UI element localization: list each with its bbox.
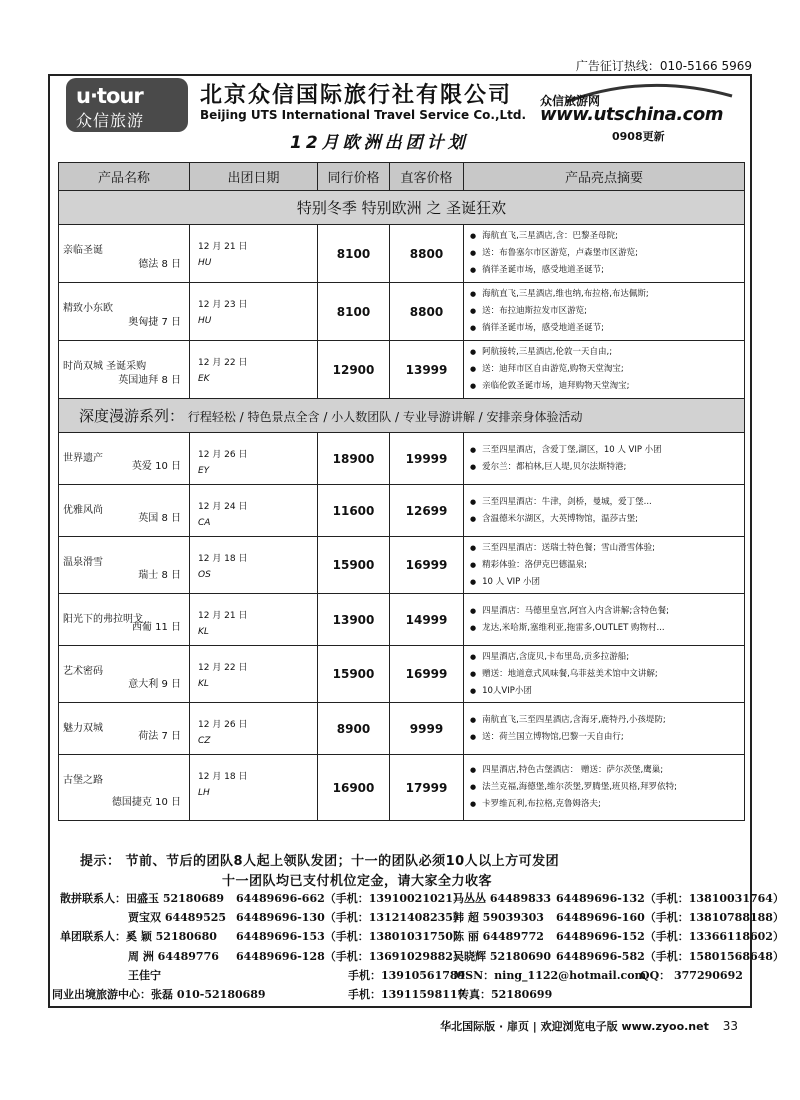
peer-price: 12900 [318, 341, 390, 399]
highlights-cell [464, 485, 745, 537]
highlights-cell [464, 703, 745, 755]
direct-price: 16999 [390, 537, 464, 594]
site-name-cn: 众信旅游网 [540, 94, 601, 108]
contact-ext: 64489696-582（手机：15801568648） [556, 949, 784, 963]
highlight-item: ● 法兰克福,海德堡,维尔茨堡,罗腾堡,班贝格,拜罗依特; [470, 779, 744, 796]
product-duration: 奥匈捷 7 日 [128, 317, 181, 328]
tour-row [59, 283, 745, 341]
highlight-item: ● 送：布拉迪斯拉发市区游览; [470, 303, 744, 320]
product-duration: 英国 8 日 [138, 513, 181, 524]
section-title: 特别冬季 特别欧洲 之 圣诞狂欢 [59, 191, 745, 225]
product-cell [59, 537, 190, 594]
peer-price: 15900 [318, 537, 390, 594]
highlights-cell [464, 283, 745, 341]
product-name: 时尚双城 圣诞采购 [63, 361, 147, 372]
departure-cell [190, 537, 318, 594]
tour-row [59, 433, 745, 485]
product-cell [59, 646, 190, 703]
product-cell [59, 341, 190, 399]
product-duration: 荷法 7 日 [138, 731, 181, 742]
product-duration: 德国捷克 10 日 [111, 797, 181, 808]
departure-cell [190, 594, 318, 646]
highlights-cell [464, 537, 745, 594]
highlight-item: ● 海航直飞,三星酒店,含：巴黎圣母院; [470, 228, 744, 245]
highlight-item: ● 送：布鲁塞尔市区游览，卢森堡市区游览; [470, 245, 744, 262]
departure-date: 12 月 22 日 [198, 663, 248, 673]
contact-name: 散拼联系人：田盛玉 52180689 [60, 892, 225, 905]
contact-ext: 64489696-132（手机：13810031764） [556, 892, 784, 905]
tour-row [59, 703, 745, 755]
direct-price: 17999 [390, 755, 464, 821]
peer-price: 15900 [318, 646, 390, 703]
product-cell [59, 755, 190, 821]
section-christmas [59, 191, 745, 225]
contact-mobile: 手机：13910561789 [348, 968, 466, 982]
product-cell [59, 283, 190, 341]
contact-ext: 64489696-153（手机：13801031750） [236, 930, 464, 944]
direct-price: 14999 [390, 594, 464, 646]
page-footer [440, 1018, 738, 1034]
company-name-cn: 北京众信国际旅行社有限公司 [200, 83, 513, 108]
airline-code: KL [198, 679, 209, 689]
direct-price: 16999 [390, 646, 464, 703]
plan-title: 12月欧洲出团计划 [290, 133, 469, 153]
direct-price: 8800 [390, 283, 464, 341]
product-duration: 意大利 9 日 [128, 679, 181, 690]
highlight-item: ● 龙达,米哈斯,塞维利亚,拖雷多,OUTLET 购物村... [470, 620, 744, 637]
highlights-cell [464, 433, 745, 485]
product-name: 世界遗产 [63, 453, 103, 464]
product-name: 魅力双城 [63, 723, 103, 734]
departure-cell [190, 755, 318, 821]
tour-row [59, 485, 745, 537]
airline-code: CA [198, 518, 211, 528]
contact-mobile: 手机：13911598117 [348, 987, 466, 1001]
departure-cell [190, 646, 318, 703]
highlight-item: ● 10人VIP小团 [470, 683, 744, 700]
company-name-en: Beijing UTS International Travel Service Co.,Ltd. [200, 108, 527, 122]
highlight-item: ● 阿航接转,三星酒店,伦敦一天自由,; [470, 344, 744, 361]
footer-text: 华北国际版 · 扉页 | 欢迎浏览电子版 www.zyoo.net [440, 1020, 709, 1033]
airline-code: HU [198, 316, 212, 326]
highlight-item: ● 南航直飞,三至四星酒店,含海牙,鹿特丹,小孩堤防; [470, 712, 744, 729]
departure-date: 12 月 18 日 [198, 554, 248, 564]
section-title [59, 399, 745, 433]
product-name: 阳光下的弗拉明戈 [63, 614, 143, 625]
contact-ext: 64489696-128（手机：13691029882） [236, 949, 464, 963]
highlight-item: ● 爱尔兰：都柏林,巨人堤,贝尔法斯特港; [470, 459, 744, 476]
page-number: 33 [722, 1019, 738, 1033]
departure-date: 12 月 22 日 [198, 358, 248, 368]
departure-date: 12 月 26 日 [198, 450, 248, 460]
contact-ext: 64489696-130（手机：13121408235） [236, 911, 464, 925]
highlight-item: ● 精彩体验：洛伊克巴德温泉; [470, 557, 744, 574]
airline-code: CZ [198, 736, 211, 746]
contact-name: 贾宝双 64489525 [128, 911, 227, 925]
highlight-item: ● 徜徉圣诞市场，感受地道圣诞节; [470, 320, 744, 337]
departure-cell [190, 283, 318, 341]
product-name: 古堡之路 [63, 775, 103, 786]
departure-date: 12 月 18 日 [198, 772, 248, 782]
peer-price: 16900 [318, 755, 390, 821]
direct-price: 12699 [390, 485, 464, 537]
airline-code: EK [198, 374, 210, 384]
section-deep-tour [59, 399, 745, 433]
peer-price: 8100 [318, 225, 390, 283]
product-cell [59, 485, 190, 537]
tour-row [59, 341, 745, 399]
product-duration: 西葡 11 日 [131, 622, 181, 633]
contact-ext: 64489696-152（手机：13366118602） [556, 930, 784, 944]
highlight-item: ● 亲临伦敦圣诞市场，迪拜购物天堂淘宝; [470, 378, 744, 395]
product-cell [59, 594, 190, 646]
contact-name: 周 洲 64489776 [128, 949, 219, 963]
contact-name: 韩 超 59039303 [453, 911, 544, 925]
contact-ext: 64489696-662（手机：13910021021） [236, 892, 464, 905]
contact-qq: QQ： 377290692 [640, 968, 743, 982]
contact-ext: 64489696-160（手机：13810788188） [556, 911, 784, 925]
highlights-cell [464, 341, 745, 399]
highlight-item: ● 送：荷兰国立博物馆,巴黎一天自由行; [470, 729, 744, 746]
logo-brand-en: u·tour [76, 84, 143, 108]
contact-fax: 传真：52180699 [458, 987, 553, 1001]
highlight-item: ● 10 人 VIP 小团 [470, 574, 744, 591]
highlight-item: ● 赠送：地道意式风味餐,乌菲兹美术馆中文讲解; [470, 666, 744, 683]
tour-row [59, 646, 745, 703]
contact-name: 同业出境旅游中心：张磊 010-52180689 [52, 987, 266, 1001]
tour-table [58, 162, 745, 821]
departure-date: 12 月 24 日 [198, 502, 248, 512]
tour-row [59, 537, 745, 594]
product-duration: 英国迪拜 8 日 [118, 375, 181, 386]
product-name: 精致小东欧 [63, 303, 113, 314]
product-cell [59, 225, 190, 283]
highlights-cell [464, 646, 745, 703]
product-name: 艺术密码 [63, 666, 103, 677]
update-note: 0908更新 [612, 130, 665, 143]
highlights-cell [464, 225, 745, 283]
tour-row [59, 755, 745, 821]
airline-code: HU [198, 258, 212, 268]
peer-price: 13900 [318, 594, 390, 646]
departure-cell [190, 703, 318, 755]
airline-code: LH [198, 788, 210, 798]
header-highlights: 产品亮点摘要 [464, 163, 745, 191]
product-cell [59, 703, 190, 755]
product-cell [59, 433, 190, 485]
departure-date: 12 月 23 日 [198, 300, 248, 310]
peer-price: 11600 [318, 485, 390, 537]
highlight-item: ● 四星酒店：马德里皇宫,阿宫入内含讲解;含特色餐; [470, 603, 744, 620]
product-duration: 瑞士 8 日 [138, 570, 181, 581]
departure-date: 12 月 26 日 [198, 720, 248, 730]
section-title-tags: 行程轻松 / 特色景点全含 / 小人数团队 / 专业导游讲解 / 安排亲身体验活动 [187, 410, 583, 424]
tip-line-1: 提示： 节前、节后的团队8人起上领队发团；十一的团队必须10人以上方可发团 [80, 854, 560, 869]
peer-price: 8100 [318, 283, 390, 341]
site-url[interactable]: www.utschina.com [540, 104, 723, 125]
ad-hotline: 广告征订热线：010-5166 5969 [575, 59, 752, 73]
contact-name: 马丛丛 64489833 [453, 892, 552, 905]
direct-price: 8800 [390, 225, 464, 283]
product-duration: 德法 8 日 [138, 259, 181, 270]
highlights-cell [464, 594, 745, 646]
contact-name: 陈 丽 64489772 [453, 930, 544, 944]
header-product: 产品名称 [59, 163, 190, 191]
product-name: 温泉滑雪 [63, 557, 103, 568]
airline-code: EY [198, 466, 210, 476]
highlight-item: ● 四星酒店,含庞贝,卡布里岛,贡多拉游船; [470, 649, 744, 666]
logo-brand-cn: 众信旅游 [76, 111, 145, 130]
product-duration: 英爱 10 日 [131, 461, 181, 472]
contact-name: 单团联系人：奚 颖 52180680 [60, 930, 217, 944]
contact-name: 王佳宁 [128, 968, 161, 982]
contact-msn: MSN：ning_1122@hotmail.com [453, 968, 647, 982]
highlight-item: ● 四星酒店,特色古堡酒店： 赠送：萨尔茨堡,鹰巢; [470, 762, 744, 779]
highlight-item: ● 三至四星酒店，含爱丁堡,湖区，10 人 VIP 小团 [470, 442, 744, 459]
departure-cell [190, 433, 318, 485]
highlight-item: ● 三至四星酒店：送瑞士特色餐；雪山滑雪体验; [470, 540, 744, 557]
highlight-item: ● 含温德米尔湖区，大英博物馆，温莎古堡; [470, 511, 744, 528]
table-header-row [59, 163, 745, 191]
contact-name: 吴晓辉 52180690 [453, 949, 552, 963]
peer-price: 18900 [318, 433, 390, 485]
header-direct-price: 直客价格 [390, 163, 464, 191]
header-peer-price: 同行价格 [318, 163, 390, 191]
departure-cell [190, 341, 318, 399]
highlights-cell [464, 755, 745, 821]
direct-price: 9999 [390, 703, 464, 755]
departure-date: 12 月 21 日 [198, 611, 248, 621]
highlight-item: ● 三至四星酒店：牛津，剑桥，曼城，爱丁堡... [470, 494, 744, 511]
departure-date: 12 月 21 日 [198, 242, 248, 252]
tour-row [59, 594, 745, 646]
product-name: 亲临圣诞 [63, 245, 103, 256]
peer-price: 8900 [318, 703, 390, 755]
highlight-item: ● 徜徉圣诞市场，感受地道圣诞节; [470, 262, 744, 279]
highlight-item: ● 卡罗维瓦利,布拉格,克鲁姆洛夫; [470, 796, 744, 813]
product-name: 优雅风尚 [63, 505, 103, 516]
highlight-item: ● 海航直飞,三星酒店,维也纳,布拉格,布达佩斯; [470, 286, 744, 303]
header-date: 出团日期 [190, 163, 318, 191]
airline-code: OS [198, 570, 211, 580]
highlight-item: ● 送：迪拜市区自由游览,购物天堂淘宝; [470, 361, 744, 378]
direct-price: 13999 [390, 341, 464, 399]
tip-line-2: 十一团队均已支付机位定金，请大家全力收客 [222, 874, 493, 889]
direct-price: 19999 [390, 433, 464, 485]
departure-cell [190, 485, 318, 537]
departure-cell [190, 225, 318, 283]
tour-row [59, 225, 745, 283]
airline-code: KL [198, 627, 209, 637]
section-title-main: 深度漫游系列： [79, 407, 185, 425]
utour-logo [66, 78, 188, 132]
